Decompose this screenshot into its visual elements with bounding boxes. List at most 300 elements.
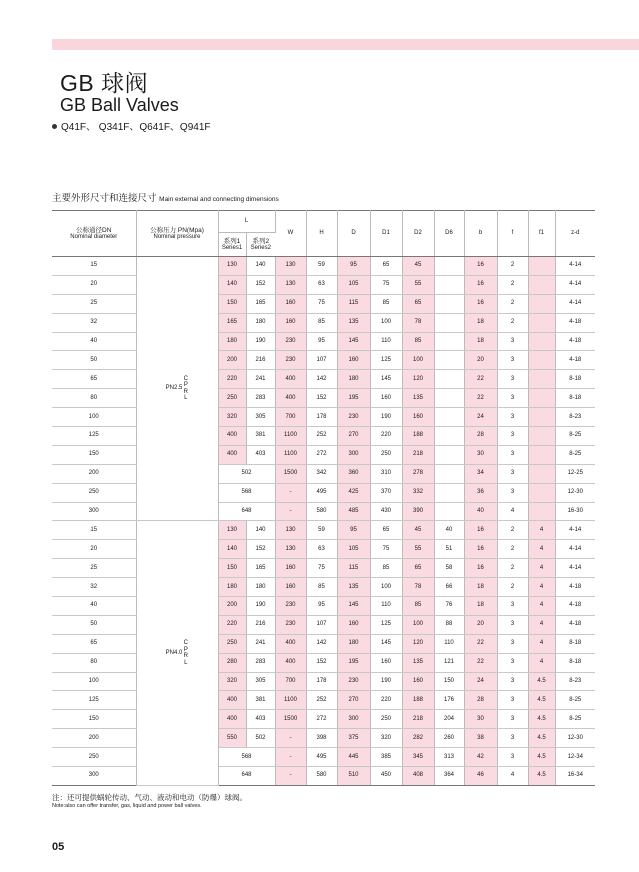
- section-title: [52, 193, 279, 206]
- cell-zd: 8-25: [555, 691, 595, 710]
- table-row: [52, 464, 595, 483]
- cell-b: 16: [464, 275, 497, 294]
- cell-h: 59: [306, 257, 337, 276]
- cell-zd: 12-25: [555, 464, 595, 483]
- cell-w: 400: [275, 634, 306, 653]
- flange-type-letter: R: [183, 388, 189, 395]
- cell-l-series1: 320: [218, 672, 246, 691]
- cell-w: 230: [275, 332, 306, 351]
- cell-w: -: [275, 483, 306, 502]
- dimensions-table: [52, 210, 595, 786]
- cell-f1: [528, 332, 555, 351]
- cell-b: 22: [464, 370, 497, 389]
- cell-h: 63: [306, 540, 337, 559]
- cell-d: 425: [337, 483, 370, 502]
- cell-dn: 50: [52, 615, 136, 634]
- cell-b: 40: [464, 502, 497, 521]
- cell-f1: [528, 313, 555, 332]
- cell-b: 24: [464, 408, 497, 427]
- cell-d6: 88: [434, 615, 464, 634]
- cell-w: 130: [275, 257, 306, 276]
- cell-b: 16: [464, 294, 497, 313]
- cell-f: 3: [497, 710, 528, 729]
- cell-d6: [434, 427, 464, 446]
- cell-h: 398: [306, 729, 337, 748]
- cell-d: 375: [337, 729, 370, 748]
- model-list: [52, 121, 211, 135]
- cell-f: 2: [497, 275, 528, 294]
- header-d: D: [337, 211, 370, 257]
- cell-dn: 150: [52, 445, 136, 464]
- cell-d1: 250: [370, 445, 402, 464]
- cell-dn: 25: [52, 294, 136, 313]
- cell-d: 300: [337, 445, 370, 464]
- cell-l-series1: 130: [218, 257, 246, 276]
- footnote-cn: 注：还可提供蜗轮传动、气动、液动和电动（防爆）球阀。: [52, 793, 247, 802]
- cell-f1: 4: [528, 634, 555, 653]
- cell-d1: 220: [370, 691, 402, 710]
- table-row: [52, 767, 595, 786]
- cell-d2: 188: [402, 691, 434, 710]
- cell-f: 2: [497, 294, 528, 313]
- cell-l-series2: 241: [246, 370, 275, 389]
- cell-h: 85: [306, 313, 337, 332]
- cell-d: 145: [337, 332, 370, 351]
- cell-d1: 75: [370, 540, 402, 559]
- cell-h: 272: [306, 710, 337, 729]
- flange-type-letter: R: [183, 653, 189, 660]
- cell-d: 115: [337, 559, 370, 578]
- cell-b: 38: [464, 729, 497, 748]
- cell-h: 342: [306, 464, 337, 483]
- cell-d2: 55: [402, 540, 434, 559]
- table-row: [52, 313, 595, 332]
- table-row: [52, 275, 595, 294]
- cell-d6: [434, 445, 464, 464]
- cell-d2: 55: [402, 275, 434, 294]
- cell-f1: [528, 257, 555, 276]
- cell-d2: 78: [402, 578, 434, 597]
- cell-b: 22: [464, 634, 497, 653]
- cell-d6: 176: [434, 691, 464, 710]
- cell-zd: 8-18: [555, 370, 595, 389]
- cell-zd: 12-34: [555, 748, 595, 767]
- table-row: [52, 257, 595, 276]
- cell-d: 230: [337, 408, 370, 427]
- table-row: [52, 615, 595, 634]
- flange-type-letters: [183, 640, 188, 666]
- cell-d1: 85: [370, 294, 402, 313]
- cell-zd: 4-18: [555, 351, 595, 370]
- cell-l-series2: 180: [246, 313, 275, 332]
- cell-d2: 408: [402, 767, 434, 786]
- cell-l-series2: 305: [246, 408, 275, 427]
- cell-dn: 15: [52, 257, 136, 276]
- page-number: 05: [52, 841, 65, 853]
- cell-zd: 8-25: [555, 427, 595, 446]
- cell-d1: 125: [370, 351, 402, 370]
- pressure-label: PN4.0: [165, 649, 183, 656]
- cell-f1: 4: [528, 653, 555, 672]
- cell-l-series1: 550: [218, 729, 246, 748]
- cell-b: 22: [464, 389, 497, 408]
- cell-zd: 4-18: [555, 597, 595, 616]
- header-series1: 系列1 Series1: [218, 233, 246, 257]
- cell-l-series2: 216: [246, 615, 275, 634]
- cell-d6: [434, 408, 464, 427]
- cell-zd: 4-14: [555, 257, 595, 276]
- cell-zd: 4-18: [555, 332, 595, 351]
- cell-d6: [434, 351, 464, 370]
- cell-dn: 20: [52, 540, 136, 559]
- cell-f1: [528, 464, 555, 483]
- cell-d6: 110: [434, 634, 464, 653]
- cell-b: 22: [464, 653, 497, 672]
- cell-l-series2: 216: [246, 351, 275, 370]
- cell-d1: 160: [370, 389, 402, 408]
- cell-dn: 25: [52, 559, 136, 578]
- cell-dn: 40: [52, 597, 136, 616]
- cell-l-series1: 400: [218, 445, 246, 464]
- cell-b: 28: [464, 427, 497, 446]
- cell-dn: 65: [52, 370, 136, 389]
- cell-l-series1: 130: [218, 521, 246, 540]
- cell-d2: 65: [402, 294, 434, 313]
- cell-dn: 80: [52, 653, 136, 672]
- cell-f: 2: [497, 257, 528, 276]
- cell-d1: 160: [370, 653, 402, 672]
- cell-d: 135: [337, 313, 370, 332]
- header-series2: 系列2 Series2: [246, 233, 275, 257]
- cell-b: 30: [464, 445, 497, 464]
- header-f1: f1: [528, 211, 555, 257]
- cell-l-series2: 403: [246, 445, 275, 464]
- cell-zd: 8-18: [555, 653, 595, 672]
- cell-f1: 4: [528, 540, 555, 559]
- header-d2: D2: [402, 211, 434, 257]
- cell-d1: 430: [370, 502, 402, 521]
- cell-d2: 100: [402, 351, 434, 370]
- cell-d: 195: [337, 653, 370, 672]
- footnote: [52, 793, 247, 810]
- cell-f1: 4.5: [528, 729, 555, 748]
- cell-d2: 85: [402, 332, 434, 351]
- cell-f: 2: [497, 521, 528, 540]
- cell-f1: [528, 389, 555, 408]
- cell-w: 400: [275, 389, 306, 408]
- cell-w: 160: [275, 313, 306, 332]
- cell-d1: 100: [370, 313, 402, 332]
- cell-h: 495: [306, 748, 337, 767]
- cell-d2: 78: [402, 313, 434, 332]
- model-list-text: Q41F、 Q341F、Q641F、Q941F: [61, 122, 211, 133]
- top-accent-bar: [52, 39, 639, 50]
- cell-b: 20: [464, 615, 497, 634]
- cell-h: 85: [306, 578, 337, 597]
- header-b: b: [464, 211, 497, 257]
- cell-l-merged: 648: [218, 767, 275, 786]
- cell-w: 1100: [275, 445, 306, 464]
- header-w: W: [275, 211, 306, 257]
- cell-l-series1: 280: [218, 653, 246, 672]
- cell-d1: 100: [370, 578, 402, 597]
- cell-w: -: [275, 748, 306, 767]
- header-d6: D6: [434, 211, 464, 257]
- cell-b: 16: [464, 521, 497, 540]
- cell-zd: 8-25: [555, 710, 595, 729]
- cell-l-series1: 400: [218, 710, 246, 729]
- cell-d6: [434, 294, 464, 313]
- cell-l-series2: 381: [246, 427, 275, 446]
- table-row: [52, 634, 595, 653]
- cell-d: 95: [337, 521, 370, 540]
- cell-d6: 313: [434, 748, 464, 767]
- header-f: f: [497, 211, 528, 257]
- cell-h: 75: [306, 559, 337, 578]
- cell-d6: [434, 483, 464, 502]
- table-row: [52, 351, 595, 370]
- cell-h: 59: [306, 521, 337, 540]
- cell-d6: 121: [434, 653, 464, 672]
- page-title-en: GB Ball Valves: [60, 95, 179, 115]
- cell-zd: 4-14: [555, 521, 595, 540]
- cell-d2: 390: [402, 502, 434, 521]
- cell-l-series2: 152: [246, 540, 275, 559]
- cell-d1: 220: [370, 427, 402, 446]
- cell-f: 3: [497, 351, 528, 370]
- flange-type-letter: C: [183, 640, 189, 647]
- header-nominal-pressure: 公称压力 PN(Mpa) Nominal pressure: [136, 211, 218, 257]
- cell-h: 272: [306, 445, 337, 464]
- cell-b: 18: [464, 313, 497, 332]
- cell-h: 580: [306, 767, 337, 786]
- header-nominal-diameter: 公称通径DN Nominal diameter: [52, 211, 136, 257]
- cell-f1: [528, 275, 555, 294]
- cell-d1: 450: [370, 767, 402, 786]
- cell-l-series1: 150: [218, 559, 246, 578]
- table-row: [52, 710, 595, 729]
- cell-h: 495: [306, 483, 337, 502]
- cell-d1: 385: [370, 748, 402, 767]
- table-row: [52, 540, 595, 559]
- cell-d2: 345: [402, 748, 434, 767]
- cell-pressure: [136, 257, 218, 521]
- cell-f1: [528, 502, 555, 521]
- cell-l-series1: 400: [218, 691, 246, 710]
- cell-f1: 4.5: [528, 767, 555, 786]
- cell-b: 46: [464, 767, 497, 786]
- cell-b: 42: [464, 748, 497, 767]
- cell-zd: 8-18: [555, 389, 595, 408]
- cell-h: 142: [306, 370, 337, 389]
- cell-dn: 50: [52, 351, 136, 370]
- cell-zd: 16-34: [555, 767, 595, 786]
- cell-d1: 250: [370, 710, 402, 729]
- cell-w: -: [275, 767, 306, 786]
- cell-w: 400: [275, 653, 306, 672]
- cell-l-series2: 180: [246, 578, 275, 597]
- cell-dn: 300: [52, 502, 136, 521]
- cell-d1: 110: [370, 332, 402, 351]
- flange-type-letter: L: [184, 659, 188, 666]
- cell-l-series2: 190: [246, 332, 275, 351]
- cell-d6: [434, 275, 464, 294]
- cell-d: 195: [337, 389, 370, 408]
- cell-dn: 300: [52, 767, 136, 786]
- cell-f: 3: [497, 332, 528, 351]
- cell-d6: [434, 389, 464, 408]
- cell-f1: [528, 370, 555, 389]
- cell-f1: [528, 427, 555, 446]
- pressure-label: PN2.5: [165, 385, 183, 392]
- cell-d2: 45: [402, 257, 434, 276]
- cell-f1: [528, 294, 555, 313]
- header-l: L: [218, 211, 275, 233]
- cell-l-series1: 220: [218, 615, 246, 634]
- cell-f1: 4: [528, 597, 555, 616]
- cell-l-series2: 403: [246, 710, 275, 729]
- cell-f: 3: [497, 427, 528, 446]
- cell-f1: [528, 351, 555, 370]
- cell-f: 3: [497, 729, 528, 748]
- cell-dn: 250: [52, 748, 136, 767]
- cell-b: 16: [464, 540, 497, 559]
- cell-f: 2: [497, 540, 528, 559]
- cell-zd: 12-30: [555, 729, 595, 748]
- cell-d2: 218: [402, 710, 434, 729]
- cell-d: 135: [337, 578, 370, 597]
- cell-f1: 4.5: [528, 710, 555, 729]
- cell-d1: 190: [370, 672, 402, 691]
- cell-l-merged: 568: [218, 748, 275, 767]
- cell-d: 115: [337, 294, 370, 313]
- cell-d: 300: [337, 710, 370, 729]
- cell-w: 700: [275, 672, 306, 691]
- cell-l-series2: 165: [246, 294, 275, 313]
- cell-l-series1: 250: [218, 634, 246, 653]
- table-row: [52, 748, 595, 767]
- cell-d: 105: [337, 275, 370, 294]
- cell-d6: 66: [434, 578, 464, 597]
- cell-f: 3: [497, 615, 528, 634]
- cell-d6: [434, 257, 464, 276]
- table-row: [52, 521, 595, 540]
- cell-f: 3: [497, 691, 528, 710]
- cell-l-merged: 568: [218, 483, 275, 502]
- table-row: [52, 502, 595, 521]
- cell-zd: 8-25: [555, 445, 595, 464]
- cell-d: 145: [337, 597, 370, 616]
- cell-d: 160: [337, 351, 370, 370]
- table-row: [52, 578, 595, 597]
- flange-type-letter: P: [183, 382, 188, 389]
- cell-zd: 4-18: [555, 313, 595, 332]
- flange-type-letter: C: [183, 375, 189, 382]
- table-row: [52, 370, 595, 389]
- cell-d2: 278: [402, 464, 434, 483]
- cell-f: 4: [497, 502, 528, 521]
- cell-f: 2: [497, 578, 528, 597]
- cell-d: 270: [337, 691, 370, 710]
- cell-f: 3: [497, 483, 528, 502]
- cell-f1: [528, 483, 555, 502]
- cell-h: 152: [306, 653, 337, 672]
- cell-f: 3: [497, 445, 528, 464]
- cell-f1: 4: [528, 615, 555, 634]
- cell-dn: 200: [52, 729, 136, 748]
- cell-w: 230: [275, 597, 306, 616]
- cell-dn: 32: [52, 313, 136, 332]
- cell-l-series1: 320: [218, 408, 246, 427]
- cell-f: 3: [497, 597, 528, 616]
- cell-d1: 310: [370, 464, 402, 483]
- cell-dn: 80: [52, 389, 136, 408]
- cell-h: 580: [306, 502, 337, 521]
- table-row: [52, 483, 595, 502]
- cell-b: 24: [464, 672, 497, 691]
- cell-d6: 204: [434, 710, 464, 729]
- flange-type-letter: P: [183, 646, 188, 653]
- cell-d2: 135: [402, 653, 434, 672]
- header-zd: z-d: [555, 211, 595, 257]
- cell-b: 18: [464, 332, 497, 351]
- cell-dn: 65: [52, 634, 136, 653]
- cell-w: 1100: [275, 691, 306, 710]
- section-title-en: Main external and connecting dimensions: [159, 196, 279, 203]
- cell-dn: 250: [52, 483, 136, 502]
- cell-l-series2: 190: [246, 597, 275, 616]
- cell-d6: 58: [434, 559, 464, 578]
- cell-l-series2: 381: [246, 691, 275, 710]
- cell-w: 160: [275, 578, 306, 597]
- cell-d: 360: [337, 464, 370, 483]
- cell-b: 36: [464, 483, 497, 502]
- cell-l-series2: 241: [246, 634, 275, 653]
- cell-d2: 120: [402, 634, 434, 653]
- cell-h: 75: [306, 294, 337, 313]
- cell-h: 107: [306, 615, 337, 634]
- cell-zd: 16-30: [555, 502, 595, 521]
- header-h: H: [306, 211, 337, 257]
- cell-zd: 4-18: [555, 578, 595, 597]
- cell-dn: 200: [52, 464, 136, 483]
- cell-d2: 218: [402, 445, 434, 464]
- cell-d6: 51: [434, 540, 464, 559]
- cell-f: 3: [497, 389, 528, 408]
- cell-zd: 4-14: [555, 275, 595, 294]
- cell-f1: [528, 408, 555, 427]
- cell-w: 230: [275, 351, 306, 370]
- cell-w: -: [275, 502, 306, 521]
- cell-f: 3: [497, 464, 528, 483]
- cell-h: 107: [306, 351, 337, 370]
- cell-d: 510: [337, 767, 370, 786]
- cell-d2: 135: [402, 389, 434, 408]
- cell-pressure: [136, 521, 218, 785]
- cell-h: 95: [306, 332, 337, 351]
- cell-f: 3: [497, 748, 528, 767]
- table-row: [52, 389, 595, 408]
- cell-zd: 8-23: [555, 672, 595, 691]
- cell-l-merged: 502: [218, 464, 275, 483]
- cell-dn: 100: [52, 672, 136, 691]
- cell-h: 152: [306, 389, 337, 408]
- cell-f1: 4: [528, 559, 555, 578]
- cell-l-series1: 140: [218, 275, 246, 294]
- cell-d6: 150: [434, 672, 464, 691]
- cell-d: 105: [337, 540, 370, 559]
- cell-zd: 4-14: [555, 540, 595, 559]
